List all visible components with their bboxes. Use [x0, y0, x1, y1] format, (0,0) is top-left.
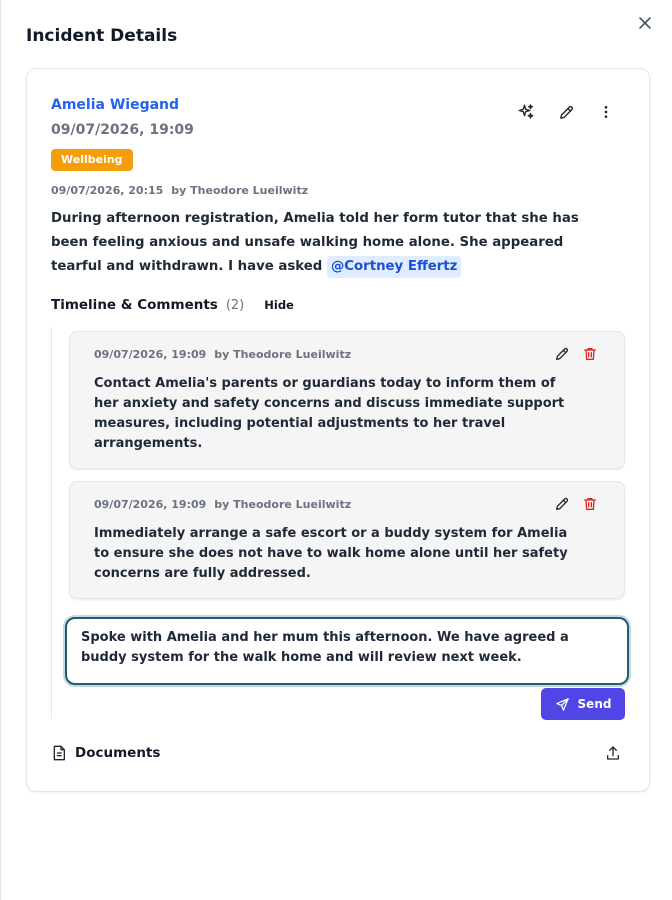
card-actions	[515, 101, 617, 123]
comment-author: by Theodore Lueilwitz	[214, 348, 352, 361]
edit-comment-icon[interactable]	[554, 346, 570, 362]
delete-comment-icon[interactable]	[582, 346, 598, 362]
comment-input[interactable]: Spoke with Amelia and her mum this afternoon. We have agreed a buddy system for the walk home and will review next week.	[65, 617, 629, 685]
send-label: Send	[577, 697, 612, 711]
delete-comment-icon[interactable]	[582, 496, 598, 512]
comment-count: (2)	[225, 297, 245, 313]
logged-date: 09/07/2026, 20:15	[51, 184, 164, 197]
send-icon	[555, 697, 570, 712]
comment-date: 09/07/2026, 19:09	[94, 348, 207, 361]
comment-card	[69, 481, 625, 599]
upload-icon[interactable]	[603, 743, 623, 763]
comment-author: by Theodore Lueilwitz	[214, 498, 352, 511]
documents-section	[51, 741, 623, 765]
page-title: Incident Details	[26, 26, 178, 46]
more-vertical-icon[interactable]	[595, 101, 617, 123]
timeline-title: Timeline & Comments	[51, 297, 218, 313]
incident-description	[51, 207, 596, 279]
sparkles-icon[interactable]	[515, 101, 537, 123]
pencil-icon[interactable]	[555, 101, 577, 123]
category-badge: Wellbeing	[51, 149, 133, 171]
edit-comment-icon[interactable]	[554, 496, 570, 512]
comment-actions	[554, 496, 598, 512]
incident-datetime: 09/07/2026, 19:09	[51, 122, 194, 138]
incident-card	[26, 68, 650, 792]
comment-actions	[554, 346, 598, 362]
mention-tag[interactable]: @Cortney Effertz	[327, 256, 461, 278]
comment-card	[69, 331, 625, 469]
send-button[interactable]	[541, 688, 625, 720]
comment-date: 09/07/2026, 19:09	[94, 498, 207, 511]
documents-label: Documents	[75, 745, 161, 761]
comment-text: Contact Amelia's parents or guardians today to inform them of her anxiety and safety concerns and discuss immediate support measures, including potential adjustments to her travel arrangements.	[94, 376, 565, 451]
document-icon	[51, 745, 67, 761]
description-text: During afternoon registration, Amelia told her form tutor that she has been feeling anxious and unsafe walking home alone. She appeared tearful and withdrawn. I have asked	[51, 211, 579, 274]
comment-meta	[94, 348, 351, 361]
hide-timeline-button[interactable]: Hide	[264, 298, 294, 312]
incident-log-meta	[51, 184, 308, 197]
student-name-link[interactable]: Amelia Wiegand	[51, 97, 180, 113]
comment-text: Immediately arrange a safe escort or a buddy system for Amelia to ensure she does not have to walk home alone until her safety concerns are fully addressed.	[94, 526, 568, 581]
timeline-header	[51, 297, 294, 313]
comment-meta	[94, 498, 351, 511]
close-icon[interactable]	[636, 14, 654, 32]
timeline-rail	[51, 327, 52, 719]
logged-by: by Theodore Lueilwitz	[171, 184, 309, 197]
